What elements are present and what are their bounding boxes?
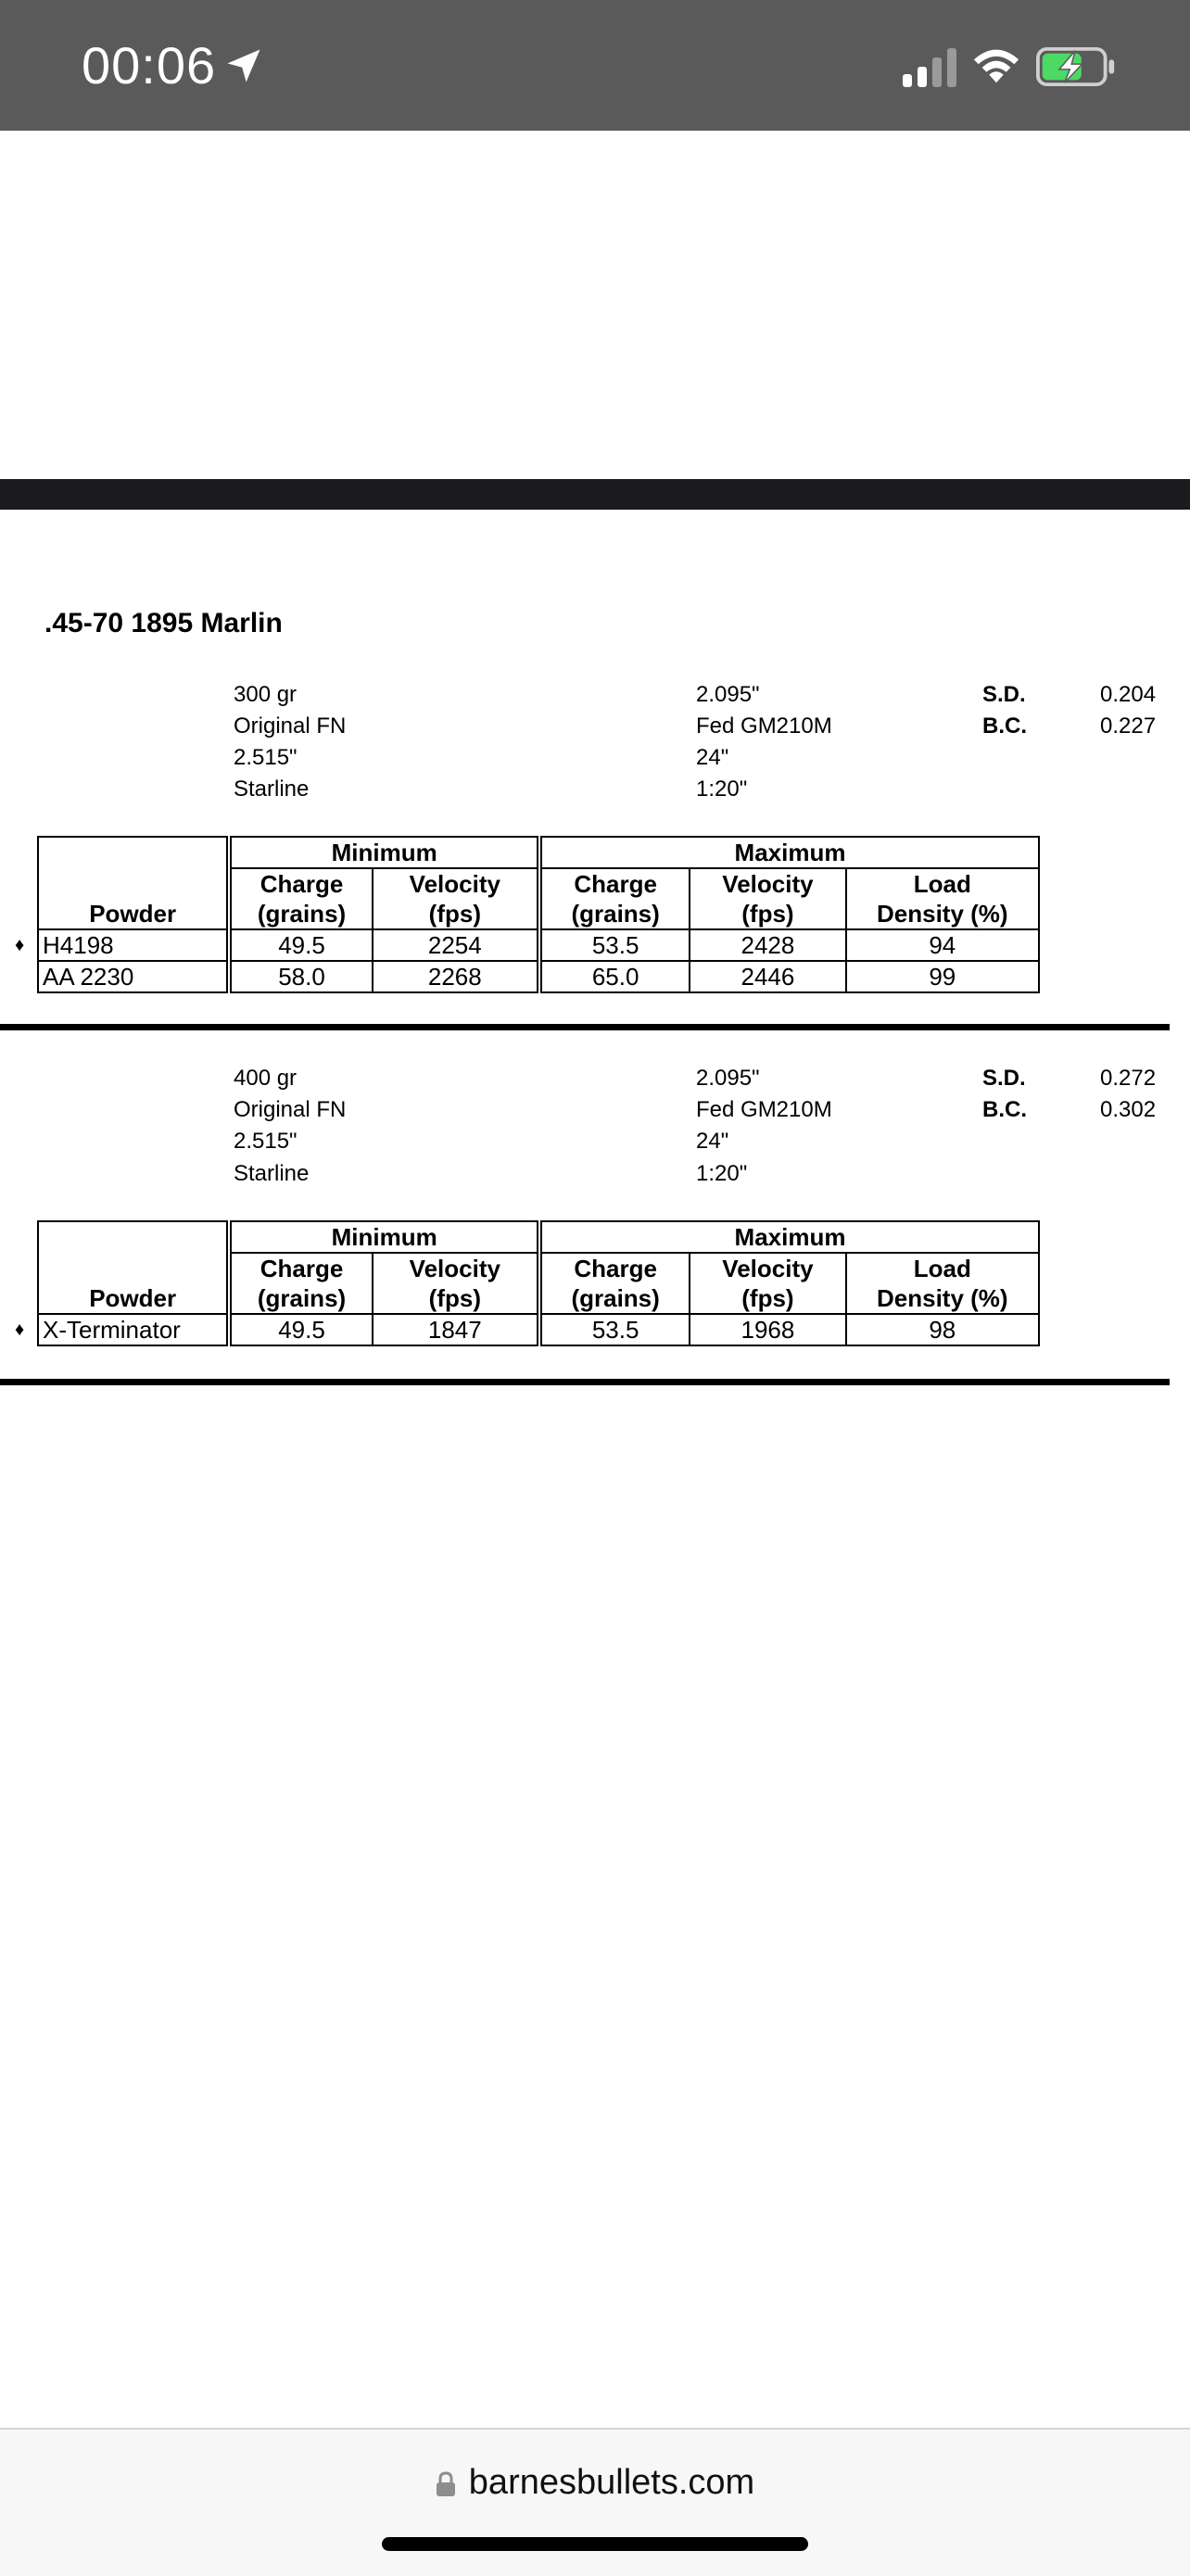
powder-cell: H4198 <box>38 929 229 961</box>
case-value: Starline <box>234 1161 310 1186</box>
max-charge-header: Charge <box>539 1253 690 1283</box>
table-row <box>38 929 1039 961</box>
status-bar <box>0 0 1190 131</box>
twist-rate-value: 1:20" <box>696 1161 748 1186</box>
min-velocity-unit: (fps) <box>373 1283 539 1314</box>
powder-header: Powder <box>38 1221 229 1314</box>
max-charge-unit: (grains) <box>539 899 690 929</box>
max-velocity-header: Velocity <box>690 1253 845 1283</box>
home-indicator[interactable] <box>382 2537 808 2551</box>
sd-label: S.D. <box>982 1066 1026 1091</box>
load-density-cell: 98 <box>846 1314 1039 1345</box>
minimum-header: Minimum <box>229 837 539 868</box>
bc-label: B.C. <box>982 713 1027 739</box>
status-time: 00:06 <box>82 36 217 95</box>
min-velocity-cell: 2268 <box>373 961 539 992</box>
min-charge-unit: (grains) <box>229 899 372 929</box>
min-velocity-header: Velocity <box>373 868 539 899</box>
max-charge-cell: 53.5 <box>539 929 690 961</box>
address-bar[interactable] <box>0 2463 1190 2503</box>
twist-rate-value: 1:20" <box>696 777 748 802</box>
sd-value: 0.204 <box>1100 682 1157 707</box>
bc-value: 0.302 <box>1100 1097 1157 1122</box>
maximum-header: Maximum <box>539 1221 1039 1253</box>
min-charge-cell: 49.5 <box>229 929 372 961</box>
coal-value: 2.515" <box>234 745 298 770</box>
coal-value: 2.515" <box>234 1129 298 1154</box>
sd-label: S.D. <box>982 682 1026 707</box>
max-charge-header: Charge <box>539 868 690 899</box>
min-velocity-header: Velocity <box>373 1253 539 1283</box>
barrel-length-value: 24" <box>696 745 729 770</box>
powder-cell: AA 2230 <box>38 961 229 992</box>
lock-icon <box>436 2471 456 2497</box>
min-charge-cell: 49.5 <box>229 1314 372 1345</box>
case-value: Starline <box>234 777 310 802</box>
sd-value: 0.272 <box>1100 1066 1157 1091</box>
powder-header: Powder <box>38 837 229 929</box>
section-divider <box>0 1379 1170 1385</box>
barrel-length-value: 24" <box>696 1129 729 1154</box>
bullet-style-value: Original FN <box>234 1097 347 1122</box>
load-density-unit: Density (%) <box>846 1283 1039 1314</box>
max-charge-unit: (grains) <box>539 1283 690 1314</box>
section-divider <box>0 1024 1170 1030</box>
load-density-cell: 94 <box>846 929 1039 961</box>
wifi-icon <box>971 44 1021 85</box>
max-velocity-unit: (fps) <box>690 899 845 929</box>
max-velocity-cell: 2446 <box>690 961 845 992</box>
powder-cell: X-Terminator <box>38 1314 229 1345</box>
max-velocity-cell: 1968 <box>690 1314 845 1345</box>
max-velocity-unit: (fps) <box>690 1283 845 1314</box>
recommended-marker: ♦ <box>15 1320 25 1340</box>
min-velocity-cell: 1847 <box>373 1314 539 1345</box>
cartridge-title: .45-70 1895 Marlin <box>44 608 283 638</box>
table-row <box>38 961 1039 992</box>
bullet-weight-value: 300 gr <box>234 682 298 707</box>
maximum-header: Maximum <box>539 837 1039 868</box>
case-trim-value: 2.095" <box>696 682 760 707</box>
bc-value: 0.227 <box>1100 713 1157 739</box>
max-velocity-cell: 2428 <box>690 929 845 961</box>
min-velocity-unit: (fps) <box>373 899 539 929</box>
battery-charging-icon <box>1036 46 1118 87</box>
bullet-style-value: Original FN <box>234 713 347 739</box>
bullet-weight-value: 400 gr <box>234 1066 298 1091</box>
bc-label: B.C. <box>982 1097 1027 1122</box>
load-table-1 <box>37 836 1040 993</box>
primer-value: Fed GM210M <box>696 1097 832 1122</box>
case-trim-value: 2.095" <box>696 1066 760 1091</box>
load-table-2 <box>37 1220 1040 1346</box>
min-charge-header: Charge <box>229 1253 372 1283</box>
min-charge-header: Charge <box>229 868 372 899</box>
location-arrow-icon <box>224 46 263 85</box>
cellular-signal-icon <box>901 46 960 87</box>
primer-value: Fed GM210M <box>696 713 832 739</box>
page-header-bar <box>0 479 1190 510</box>
min-velocity-cell: 2254 <box>373 929 539 961</box>
min-charge-unit: (grains) <box>229 1283 372 1314</box>
load-density-cell: 99 <box>846 961 1039 992</box>
max-charge-cell: 65.0 <box>539 961 690 992</box>
minimum-header: Minimum <box>229 1221 539 1253</box>
load-density-unit: Density (%) <box>846 899 1039 929</box>
max-charge-cell: 53.5 <box>539 1314 690 1345</box>
min-charge-cell: 58.0 <box>229 961 372 992</box>
max-velocity-header: Velocity <box>690 868 845 899</box>
load-density-header: Load <box>846 1253 1039 1283</box>
recommended-marker: ♦ <box>15 935 25 955</box>
url-text: barnesbullets.com <box>468 2463 755 2502</box>
load-density-header: Load <box>846 868 1039 899</box>
table-row <box>38 1314 1039 1345</box>
